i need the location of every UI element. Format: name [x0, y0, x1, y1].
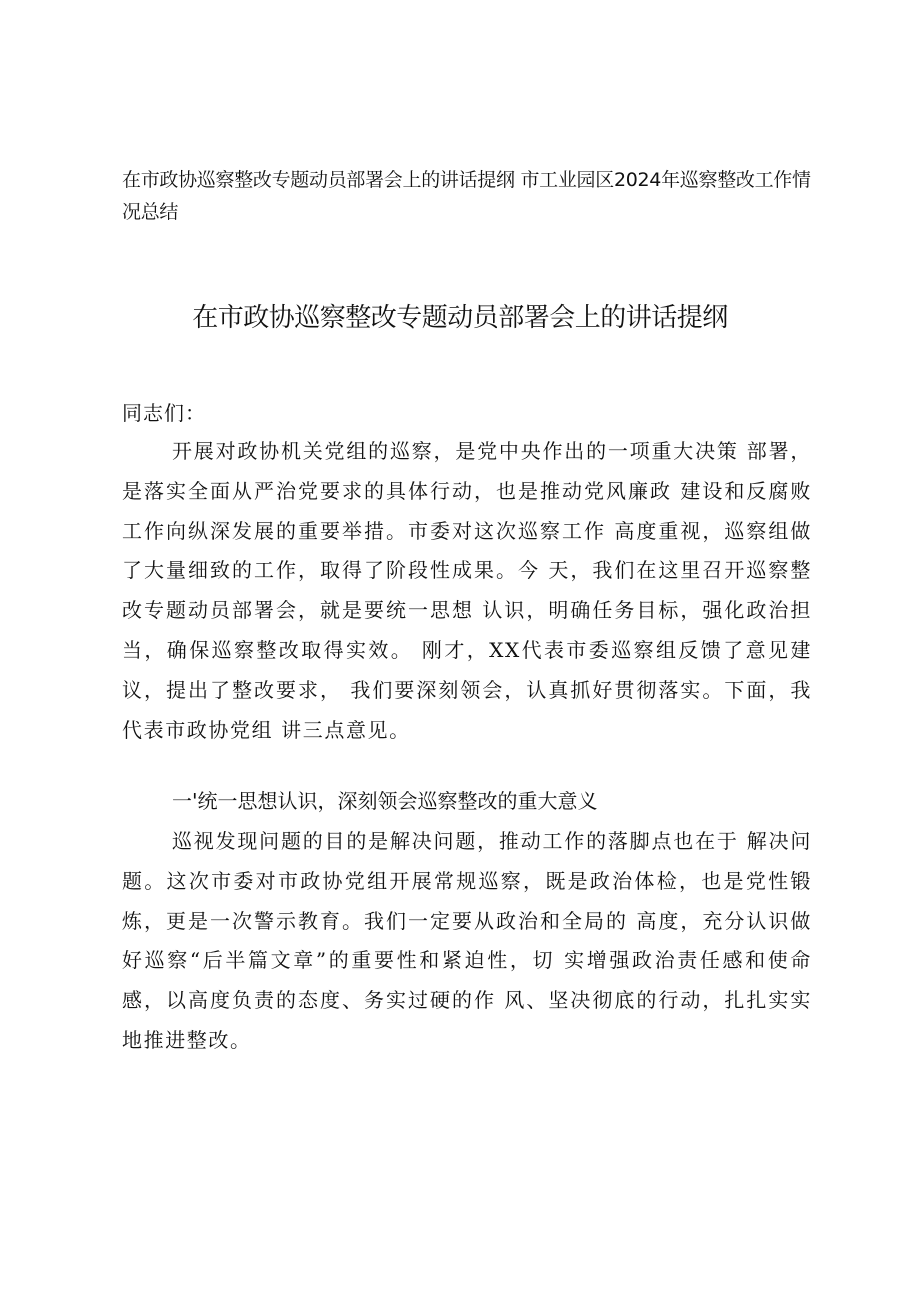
document-header: 在市政协巡察整改专题动员部署会上的讲话提纲 市工业园区2024年巡察整改工作情况总结 [122, 169, 811, 223]
document-title: 在市政协巡察整改专题动员部署会上的讲话提纲 [192, 303, 728, 333]
section-heading: 一'统一思想认识，深刻领会巡察整改的重大意义 [172, 789, 598, 813]
body-paragraph: 开展对政协机关党组的巡察，是党中央作出的一项重大决策 部署，是落实全面从严治党要求的具体行动，也是推动党风廉政 建设和反腐败工作向纵深发展的重要举措。市委对这次巡察工作 高度重视，巡察组做了大量细致的工作，取得了阶段性成果。今 天，我们在这里召开巡察整改专题动员部署会，就是要统一思想 认识，明确任务目标，强化政治担当，确保巡察整改取得实效。 刚才，XX代表市委巡察组反馈了意见建议，提出了整改要求， 我们要深刻领会，认真抓好贯彻落实。下面，我代表市政协党组 讲三点意见。 [122, 439, 812, 742]
salutation: 同志们： [122, 401, 206, 425]
section-paragraph: 巡视发现问题的目的是解决问题，推动工作的落脚点也在于 解决问题。这次市委对市政协党组开展常规巡察，既是政治体检，也是党性锻炼，更是一次警示教育。我们一定要从政治和全局的 高度，充分认识做好巡察“后半篇文章”的重要性和紧迫性，切 实增强政治责任感和使命感，以高度负责的态度、务实过硬的作 风、坚决彻底的行动，扎扎实实地推进整改。 [122, 829, 812, 1052]
